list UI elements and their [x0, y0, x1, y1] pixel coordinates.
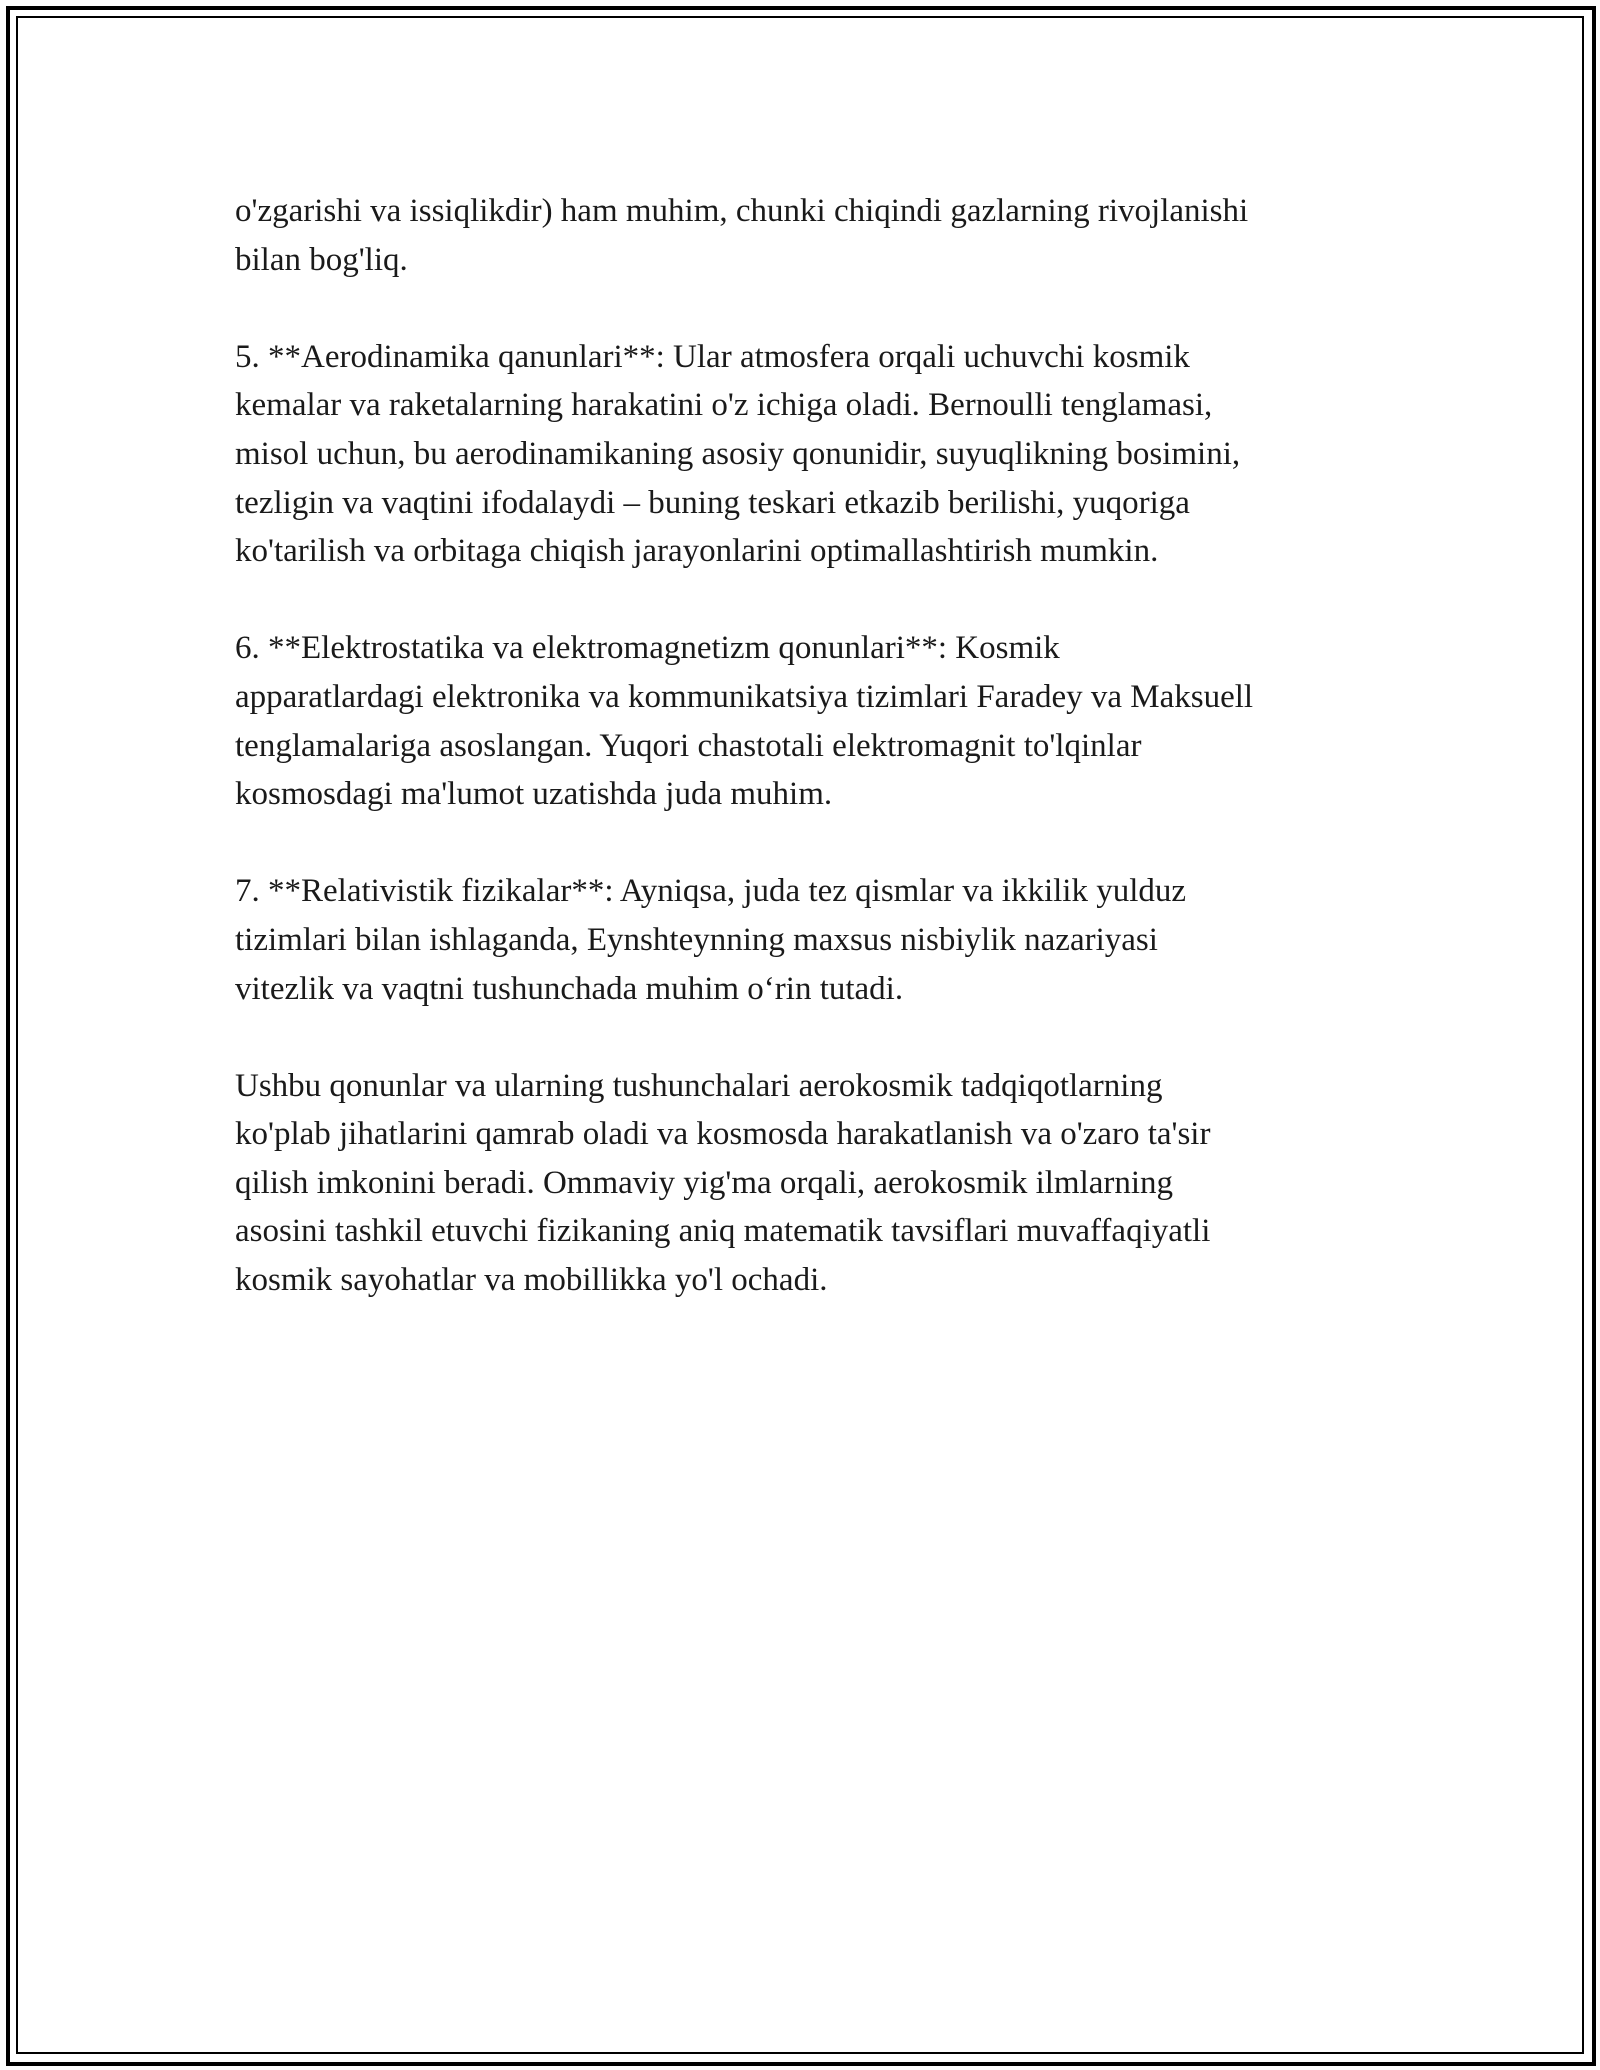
document-body: [235, 187, 1385, 1353]
text-line: bilan bog'liq.: [235, 241, 408, 278]
text-line: vitezlik va vaqtni tushunchada muhim o‘rin tutadi.: [235, 970, 904, 1007]
paragraph-aerodynamics: [235, 333, 1385, 576]
text-line: ko'tarilish va orbitaga chiqish jarayonlarini optimallashtirish mumkin.: [235, 533, 1159, 570]
paragraph-relativity: [235, 867, 1385, 1013]
paragraph-conclusion: [235, 1062, 1385, 1305]
text-line: tizimlari bilan ishlaganda, Eynshteynning maxsus nisbiylik nazariyasi: [235, 921, 1158, 958]
text-line: qilish imkonini beradi. Ommaviy yig'ma orqali, aerokosmik ilmlarning: [235, 1164, 1174, 1201]
text-line: kosmik sayohatlar va mobillikka yo'l ochadi.: [235, 1262, 828, 1299]
text-line: ko'plab jihatlarini qamrab oladi va kosmosda harakatlanish va o'zaro ta'sir: [235, 1116, 1211, 1153]
text-line: misol uchun, bu aerodinamikaning asosiy qonunidir, suyuqlikning bosimini,: [235, 435, 1241, 472]
text-line: kemalar va raketalarning harakatini o'z ichiga oladi. Bernoulli tenglamasi,: [235, 387, 1213, 424]
paragraph-continuation: [235, 187, 1385, 284]
text-line: tezligin va vaqtini ifodalaydi – buning teskari etkazib berilishi, yuqoriga: [235, 484, 1190, 521]
text-line: 5. **Aerodinamika qanunlari**: Ular atmosfera orqali uchuvchi kosmik: [235, 338, 1190, 375]
text-line: kosmosdagi ma'lumot uzatishda juda muhim.: [235, 776, 833, 813]
paragraph-electromagnetism: [235, 624, 1385, 818]
text-line: Ushbu qonunlar va ularning tushunchalari aerokosmik tadqiqotlarning: [235, 1067, 1163, 1104]
text-line: 7. **Relativistik fizikalar**: Ayniqsa, juda tez qismlar va ikkilik yulduz: [235, 873, 1187, 910]
text-line: o'zgarishi va issiqlikdir) ham muhim, chunki chiqindi gazlarning rivojlanishi: [235, 193, 1249, 229]
text-line: 6. **Elektrostatika va elektromagnetizm qonunlari**: Kosmik: [235, 630, 1060, 667]
text-line: tenglamalariga asoslangan. Yuqori chastotali elektromagnit to'lqinlar: [235, 727, 1142, 764]
text-line: asosini tashkil etuvchi fizikaning aniq matematik tavsiflari muvaffaqiyatli: [235, 1213, 1211, 1250]
text-line: apparatlardagi elektronika va kommunikatsiya tizimlari Faradey va Maksuell: [235, 678, 1254, 715]
